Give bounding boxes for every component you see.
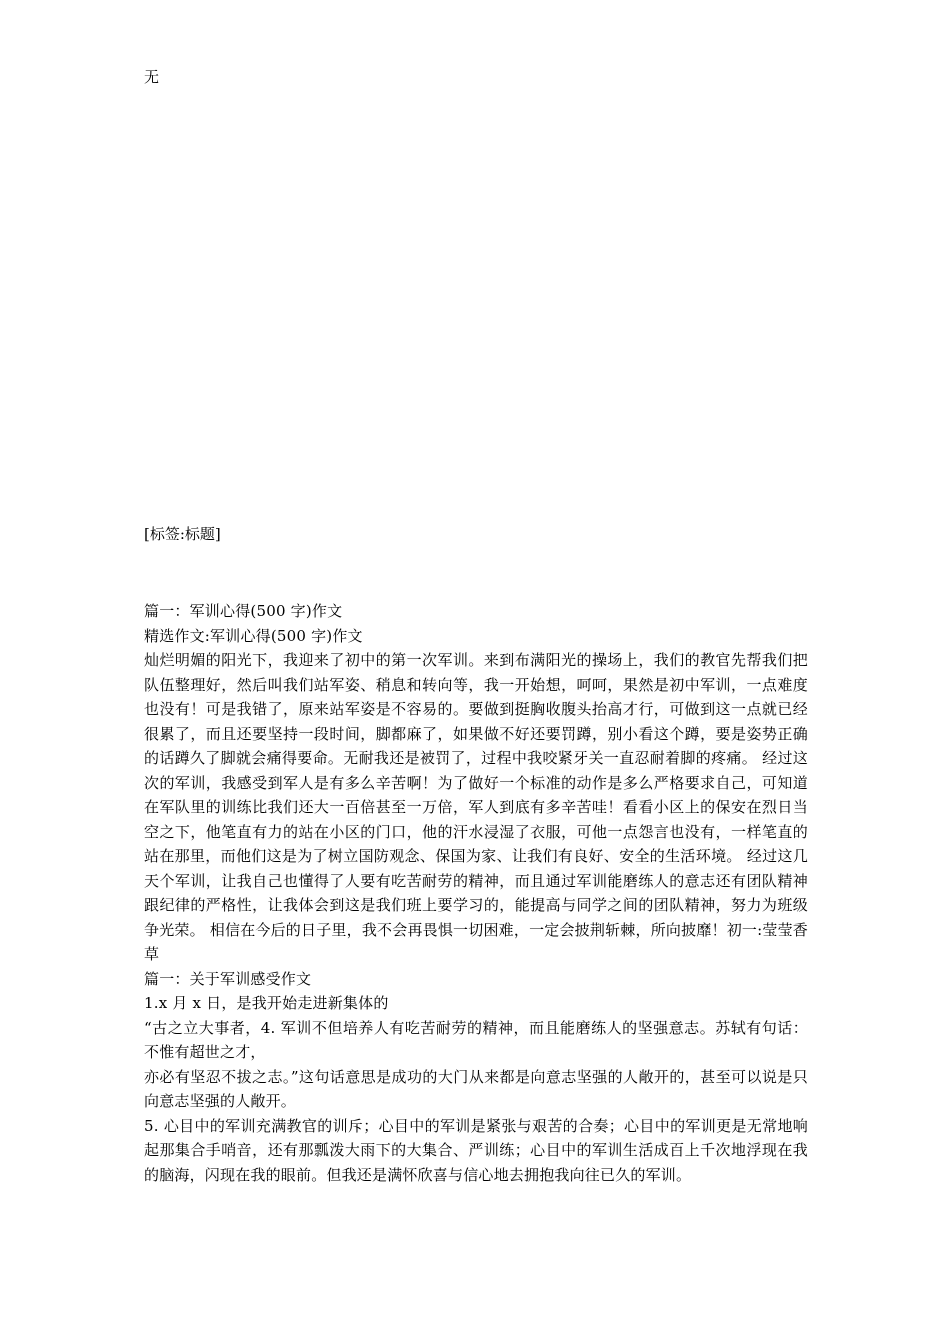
article-body xyxy=(144,599,808,1187)
article-paragraph: 亦必有坚忍不拔之志。”这句话意思是成功的大门从来都是向意志坚强的人敞开的，甚至可以说是只向意志坚强的人敞开。 xyxy=(144,1067,808,1110)
section-heading: 篇一：关于军训感受作文 xyxy=(144,969,312,988)
article-paragraph: 1.x 月 x 日，是我开始走进新集体的 xyxy=(144,994,389,1012)
tag-line: [标签:标题] xyxy=(144,525,221,543)
article-subtitle: 精选作文:军训心得(500 字)作文 xyxy=(144,626,363,645)
header-text: 无 xyxy=(144,68,160,86)
article-paragraph: “古之立大事者，4. 军训不但培养人有吃苦耐劳的精神，而且能磨练人的坚强意志。苏轼有句话：不惟有超世之才， xyxy=(144,1018,808,1061)
section-heading: 篇一：军训心得(500 字)作文 xyxy=(144,602,343,620)
article-paragraph: 灿烂明媚的阳光下，我迎来了初中的第一次军训。来到布满阳光的操场上，我们的教官先帮我们把队伍整理好，然后叫我们站军姿、稍息和转向等，我一开始想，呵呵，果然是初中军训，一点难度也没有！可是我错了，原来站军姿是不容易的。要做到挺胸收腹头抬高才行，可做到这一点就已经很累了，而且还要坚持一段时间，脚都麻了，如果做不好还要罚蹲，别小看这个蹲，要是姿势正确的话蹲久了脚就会痛得要命。无耐我还是被罚了，过程中我咬紧牙关一直忍耐着脚的疼痛。 经过这次的军训，我感受到军人是有多么辛苦啊！为了做好一个标准的动作是多么严格要求自己，可知道在军队里的训练比我们还大一百倍甚至一万倍，军人到底有多辛苦哇！看看小区上的保安在烈日当空之下，他笔直有力的站在小区的门口，他的汗水浸湿了衣服，可他一点怨言也没有，一样笔直的站在那里，而他们这是为了树立国防观念、保国为家、让我们有良好、安全的生活环境。 经过这几天个军训，让我自己也懂得了人要有吃苦耐劳的精神，而且通过军训能磨练人的意志还有团队精神跟纪律的严格性，让我体会到这是我们班上要学习的，能提高与同学之间的团队精神，努力为班级争光荣。 相信在今后的日子里，我不会再畏惧一切困难，一定会披荆斩棘，所向披靡！初一:莹莹香草 xyxy=(144,651,808,963)
article-paragraph: 5. 心目中的军训充满教官的训斥；心目中的军训是紧张与艰苦的合奏；心目中的军训更是无常地响起那集合手哨音，还有那瓢泼大雨下的大集合、严训练；心目中的军训生活成百上千次地浮现在我的脑海，闪现在我的眼前。但我还是满怀欣喜与信心地去拥抱我向往已久的军训。 xyxy=(144,1116,808,1184)
